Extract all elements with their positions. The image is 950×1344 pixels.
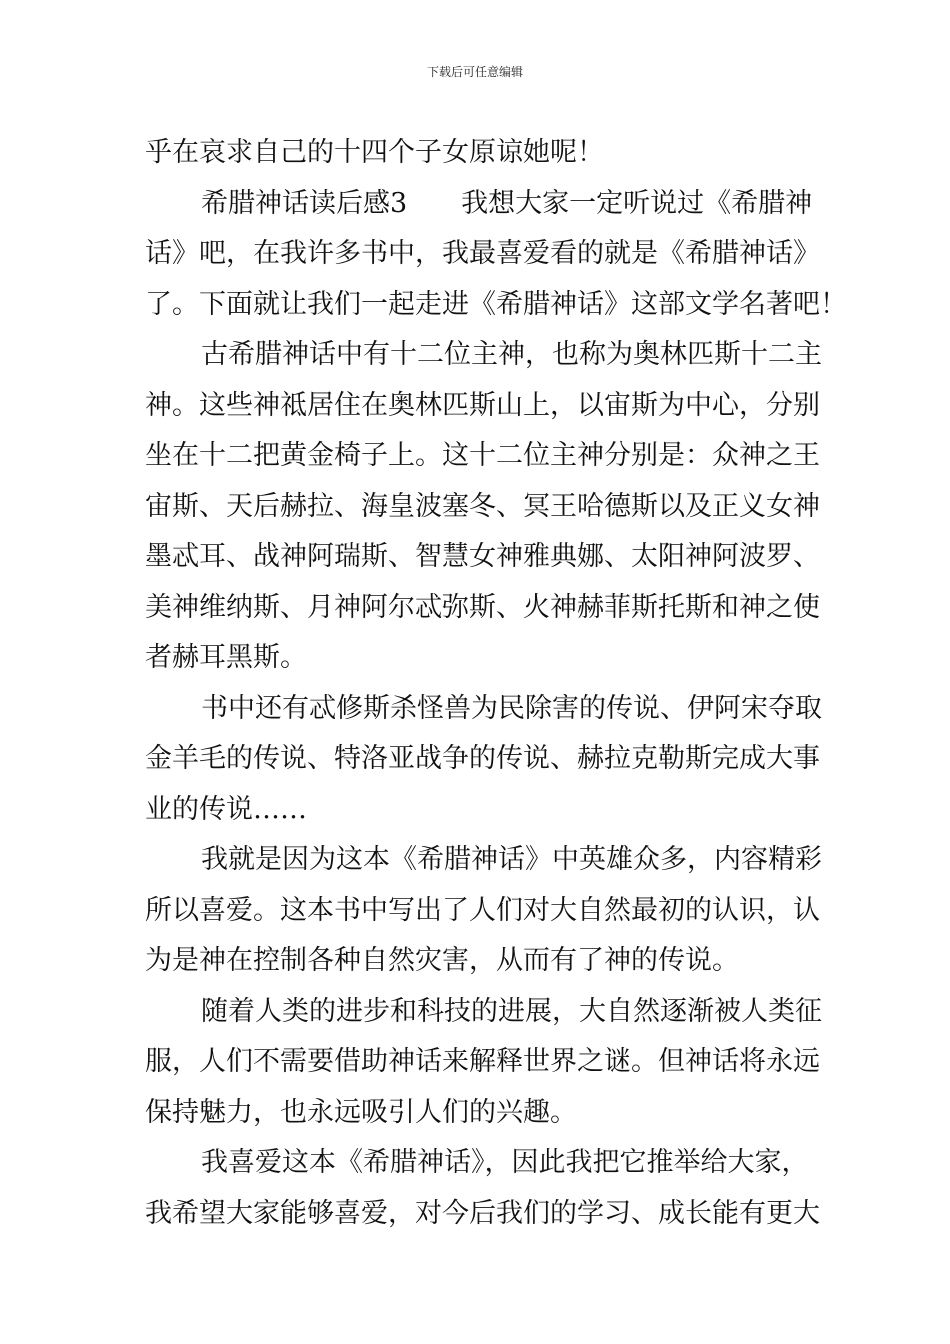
text-line: 所以喜爱。这本书中写出了人们对大自然最初的认识，认 (145, 894, 820, 926)
text-line: 业的传说…… (145, 793, 307, 825)
text-line: 书中还有忒修斯杀怪兽为民除害的传说、伊阿宋夺取 (201, 692, 822, 724)
text-line: 宙斯、天后赫拉、海皇波塞冬、冥王哈德斯以及正义女神 (145, 490, 820, 522)
text-line: 乎在哀求自己的十四个子女原谅她呢！ (145, 137, 604, 168)
text-line: 坐在十二把黄金椅子上。这十二位主神分别是：众神之王 (145, 440, 820, 471)
text-line: 神。这些神祗居住在奥林匹斯山上，以宙斯为中心，分别 (145, 389, 820, 421)
text-line: 古希腊神话中有十二位主神，也称为奥林匹斯十二主 (201, 339, 822, 370)
text-line: 美神维纳斯、月神阿尔忒弥斯、火神赫菲斯托斯和神之使 (145, 591, 820, 623)
page-header: 下载后可任意编辑 (426, 65, 523, 79)
document-body (145, 128, 847, 1239)
text-line: 了。下面就让我们一起走进《希腊神话》这部文学名著吧！ (145, 288, 847, 320)
text-line: 话》吧，在我许多书中，我最喜爱看的就是《希腊神话》 (145, 238, 820, 269)
text-line: 金羊毛的传说、特洛亚战争的传说、赫拉克勒斯完成大事 (145, 743, 820, 774)
text-line: 服，人们不需要借助神话来解释世界之谜。但神话将永远 (145, 1046, 820, 1077)
text-line: 希腊神话读后感3 我想大家一定听说过《希腊神 (201, 187, 813, 219)
text-line: 者赫耳黑斯。 (145, 642, 307, 673)
text-line: 我希望大家能够喜爱，对今后我们的学习、成长能有更大 (145, 1197, 820, 1229)
text-line: 保持魅力，也永远吸引人们的兴趣。 (145, 1096, 577, 1128)
text-line: 墨忒耳、战神阿瑞斯、智慧女神雅典娜、太阳神阿波罗、 (145, 541, 820, 572)
text-line: 为是神在控制各种自然灾害，从而有了神的传说。 (145, 945, 739, 976)
text-line: 随着人类的进步和科技的进展，大自然逐渐被人类征 (201, 995, 822, 1027)
text-line: 我喜爱这本《希腊神话》，因此我把它推举给大家， (201, 1147, 809, 1178)
text-line: 我就是因为这本《希腊神话》中英雄众多，内容精彩 (201, 844, 822, 875)
